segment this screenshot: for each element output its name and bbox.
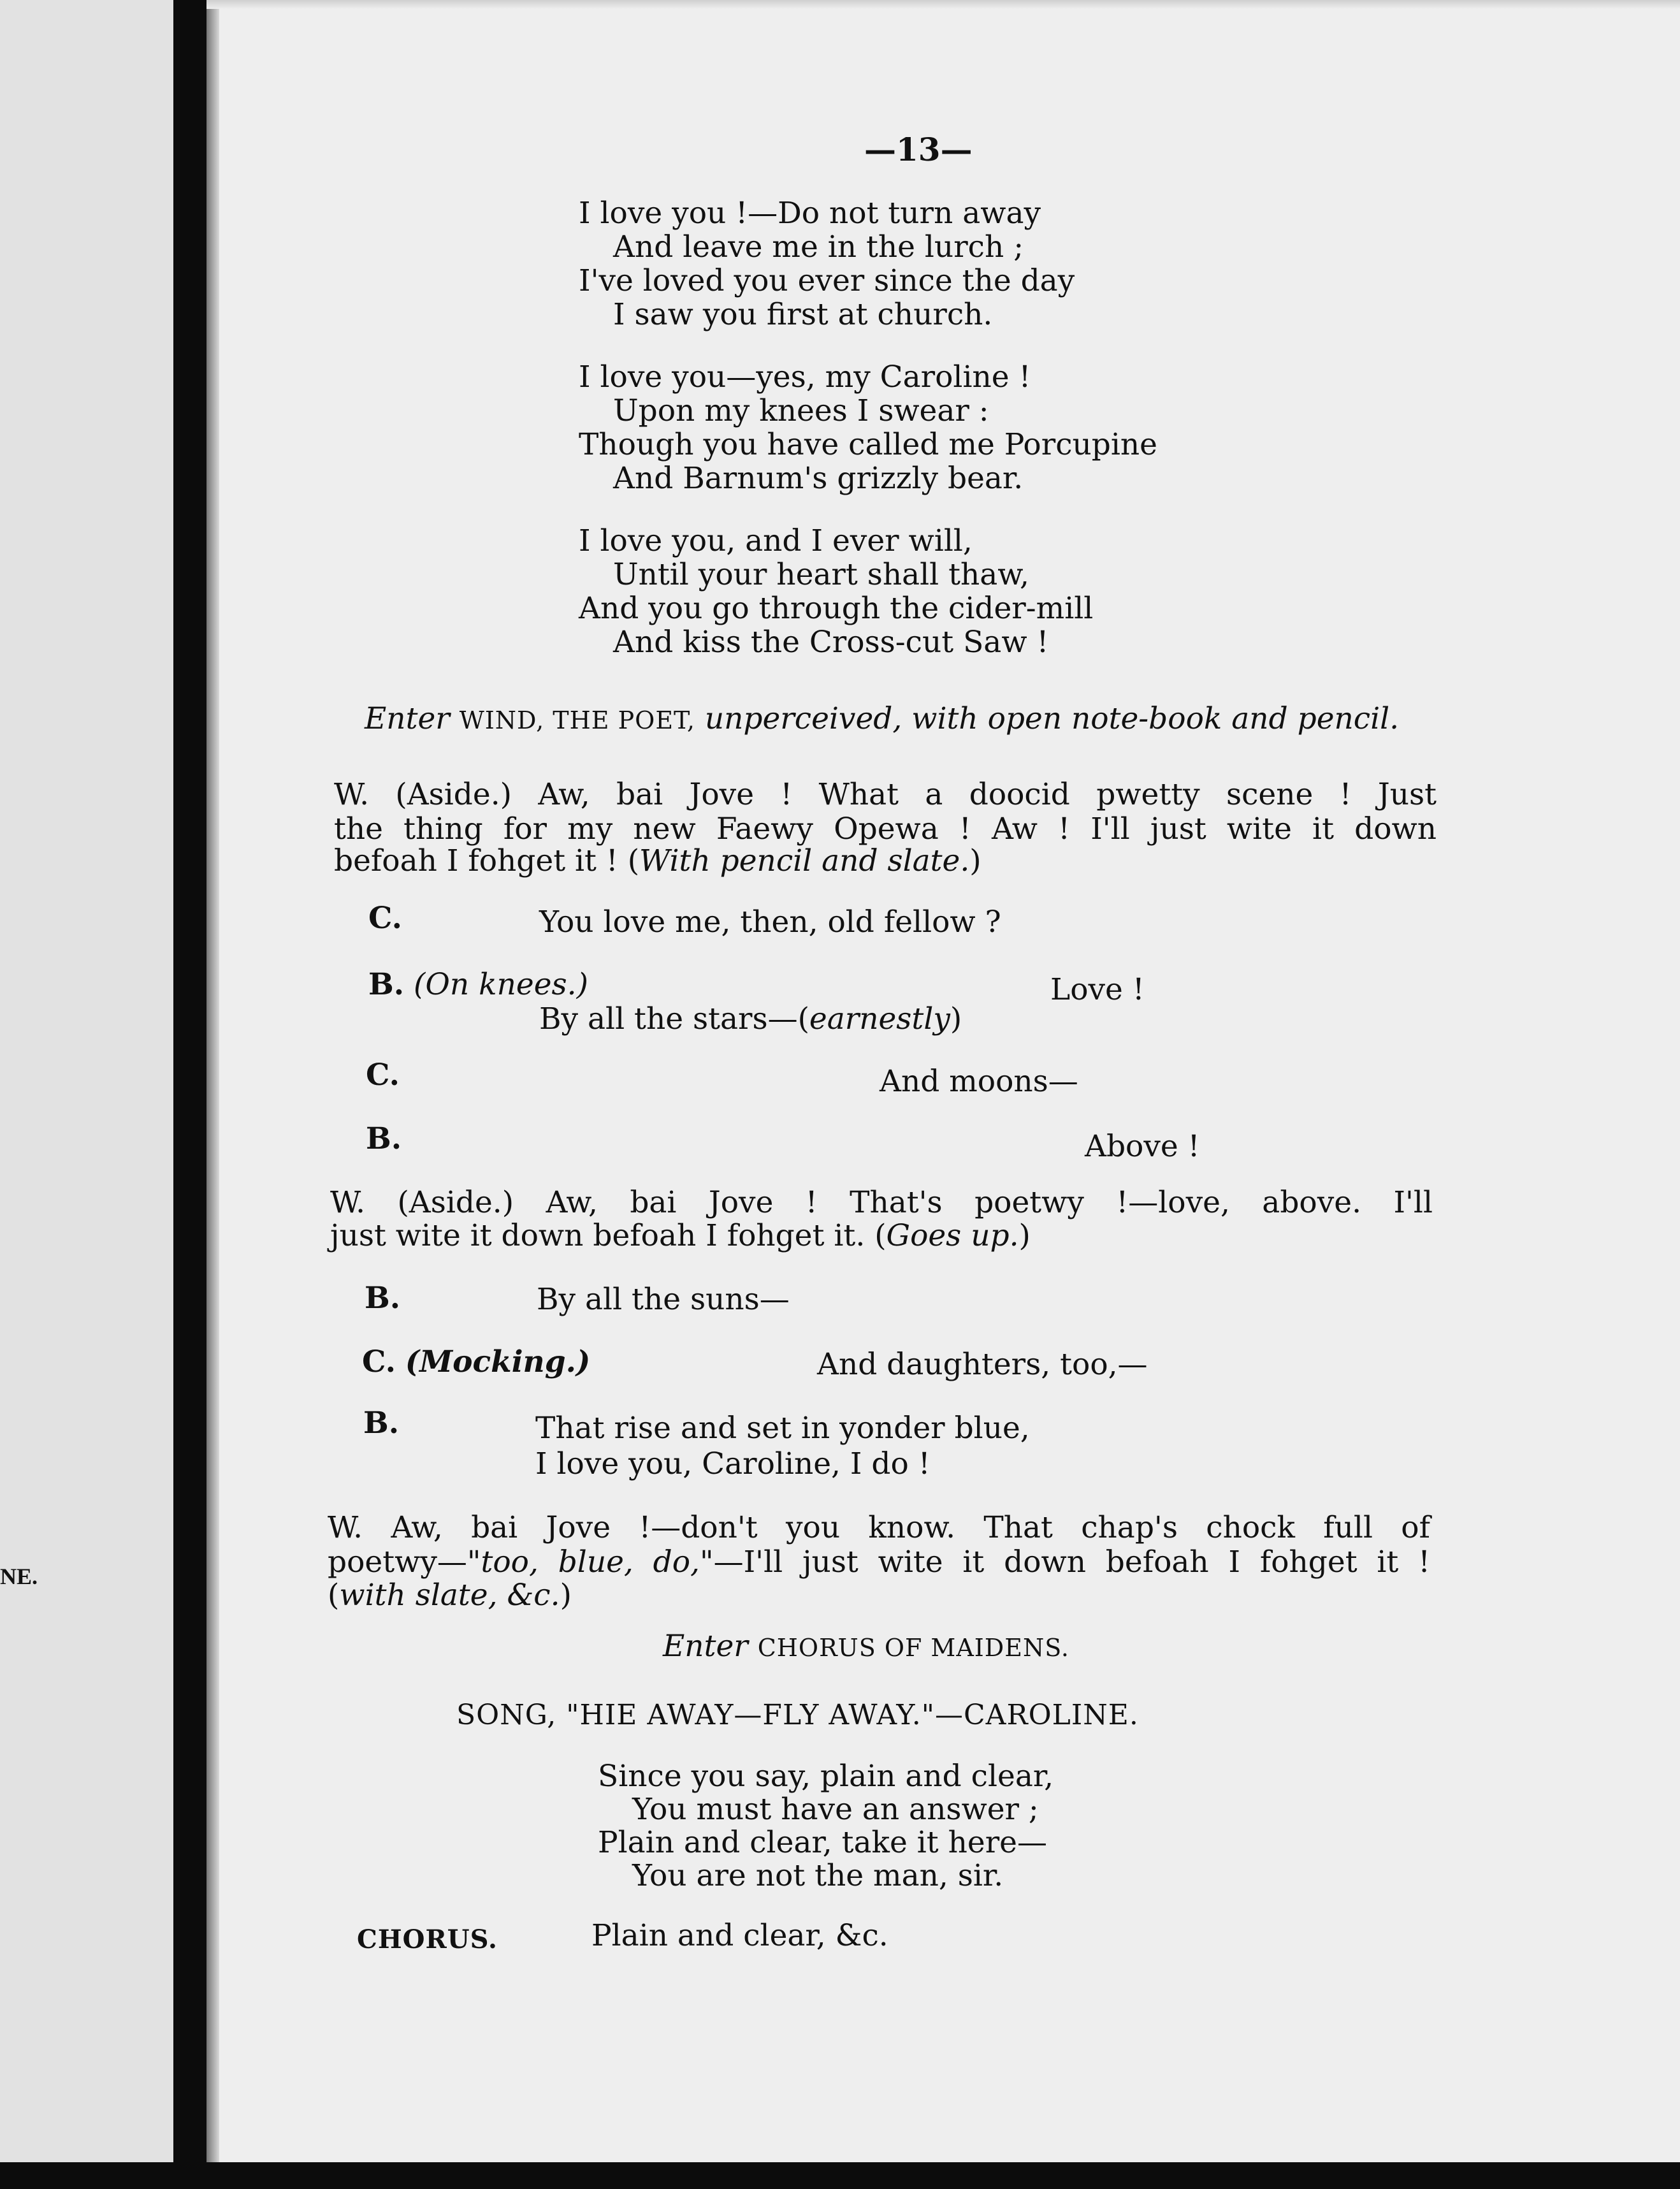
barnum-line-1-text: By all the stars—( bbox=[539, 1001, 809, 1036]
speaker-c-3-label: C. bbox=[362, 1344, 396, 1379]
enter-wind-description: unperceived, with open note-book and pencil. bbox=[704, 701, 1400, 736]
top-edge-shadow bbox=[206, 0, 1680, 9]
wind-aside3-line2-text: poetwy—" bbox=[328, 1545, 481, 1580]
stanza2-line3: Though you have called me Porcupine bbox=[579, 427, 1157, 462]
speaker-b-3: B. bbox=[365, 1281, 401, 1316]
speaker-b-4: B. bbox=[363, 1406, 400, 1441]
wind-aside3-line3 bbox=[328, 1578, 572, 1613]
barnum-line-4a: That rise and set in yonder blue, bbox=[535, 1411, 1030, 1446]
stanza3-line2: Until your heart shall thaw, bbox=[613, 557, 1029, 592]
barnum-line-1-direction: earnestly bbox=[809, 1001, 950, 1036]
chorus-speaker: CHORUS. bbox=[357, 1924, 498, 1954]
barnum-line-1 bbox=[539, 1002, 962, 1036]
stanza3-line3: And you go through the cider-mill bbox=[579, 591, 1094, 626]
speaker-c-3-direction: (Mocking.) bbox=[405, 1344, 591, 1379]
wind-aside2-line2-text: just wite it down befoah I fohget it. ( bbox=[330, 1218, 887, 1253]
wind-aside2-close: ) bbox=[1018, 1218, 1031, 1253]
wind-aside1-direction: With pencil and slate. bbox=[639, 843, 970, 878]
wind-aside3-direction: with slate, &c. bbox=[339, 1578, 560, 1613]
stanza2-line4: And Barnum's grizzly bear. bbox=[613, 461, 1024, 496]
song-line4: You are not the man, sir. bbox=[632, 1858, 1004, 1893]
song-line1: Since you say, plain and clear, bbox=[598, 1759, 1054, 1794]
wind-aside3-line2-rest: "—I'll just wite it down befoah I fohget it ! bbox=[700, 1545, 1431, 1580]
caroline-line-2: And moons— bbox=[880, 1064, 1078, 1099]
wind-aside1-close: ) bbox=[969, 843, 981, 878]
stanza3-line1: I love you, and I ever will, bbox=[579, 523, 973, 558]
stanza1-line3: I've loved you ever since the day bbox=[579, 263, 1075, 298]
speaker-c-2: C. bbox=[366, 1058, 400, 1093]
barnum-line-2: Above ! bbox=[1085, 1129, 1200, 1164]
wind-aside3-line2 bbox=[328, 1545, 1430, 1580]
wind-aside3-line3-open: ( bbox=[328, 1578, 340, 1613]
wind-aside1-line3 bbox=[334, 844, 981, 878]
stanza2-line2: Upon my knees I swear : bbox=[613, 393, 989, 428]
chorus-line: Plain and clear, &c. bbox=[591, 1918, 888, 1953]
song-line2: You must have an answer ; bbox=[632, 1792, 1039, 1827]
page-number: —13— bbox=[864, 131, 973, 168]
enter-word: Enter bbox=[365, 701, 450, 736]
speaker-b-1 bbox=[368, 968, 588, 1002]
barnum-line-4b: I love you, Caroline, I do ! bbox=[535, 1446, 931, 1481]
wind-aside2-line1: W. (Aside.) Aw, bai Jove ! That's poetwy !—love, above. I'll bbox=[330, 1185, 1433, 1220]
book-spine bbox=[173, 0, 206, 2189]
song-line3: Plain and clear, take it here— bbox=[598, 1825, 1047, 1860]
stanza1-line4: I saw you first at church. bbox=[613, 297, 993, 332]
wind-aside2-line2 bbox=[330, 1219, 1031, 1253]
song-title: SONG, "HIE AWAY—FLY AWAY."—CAROLINE. bbox=[456, 1699, 1139, 1731]
wind-aside1-line3-text: befoah I fohget it ! ( bbox=[334, 843, 640, 878]
spine-shadow bbox=[206, 0, 219, 2189]
wind-aside1-line1: W. (Aside.) Aw, bai Jove ! What a doocid pwetty scene ! Just bbox=[334, 777, 1437, 812]
previous-page-fragment: NE. bbox=[0, 1564, 38, 1589]
wind-aside3-line3-close: ) bbox=[560, 1578, 572, 1613]
chorus-of-maidens: CHORUS OF MAIDENS. bbox=[757, 1634, 1069, 1662]
barnum-line-3: By all the suns— bbox=[537, 1282, 790, 1317]
wind-aside1-line2: the thing for my new Faewy Opewa ! Aw ! I'll just wite it down bbox=[334, 811, 1437, 847]
speaker-c-3 bbox=[362, 1345, 590, 1379]
speaker-b-1-label: B. bbox=[368, 967, 405, 1002]
enter-chorus-word: Enter bbox=[663, 1629, 748, 1664]
stanza2-line1: I love you—yes, my Caroline ! bbox=[579, 360, 1031, 395]
caroline-line-1: You love me, then, old fellow ? bbox=[539, 905, 1001, 940]
stanza1-line1: I love you !—Do not turn away bbox=[579, 196, 1041, 231]
speaker-b-2: B. bbox=[366, 1121, 402, 1156]
previous-page-edge bbox=[0, 0, 173, 2189]
bottom-edge bbox=[0, 2162, 1680, 2189]
speaker-b-1-direction: (On knees.) bbox=[414, 967, 588, 1002]
stage-direction-enter-chorus bbox=[663, 1629, 1069, 1665]
barnum-line-1-close: ) bbox=[950, 1001, 962, 1036]
wind-aside3-quote: too, blue, do, bbox=[481, 1545, 700, 1580]
barnum-love: Love ! bbox=[1050, 972, 1145, 1007]
speaker-c-1: C. bbox=[368, 901, 402, 936]
stanza1-line2: And leave me in the lurch ; bbox=[613, 229, 1024, 265]
caroline-line-3: And daughters, too,— bbox=[817, 1347, 1148, 1382]
wind-aside2-direction: Goes up. bbox=[886, 1218, 1019, 1253]
character-wind: WIND, THE POET, bbox=[459, 706, 695, 734]
stage-direction-enter-wind bbox=[365, 702, 1399, 738]
wind-aside3-line1: W. Aw, bai Jove !—don't you know. That chap's chock full of bbox=[328, 1510, 1430, 1545]
stanza3-line4: And kiss the Cross-cut Saw ! bbox=[613, 625, 1049, 660]
